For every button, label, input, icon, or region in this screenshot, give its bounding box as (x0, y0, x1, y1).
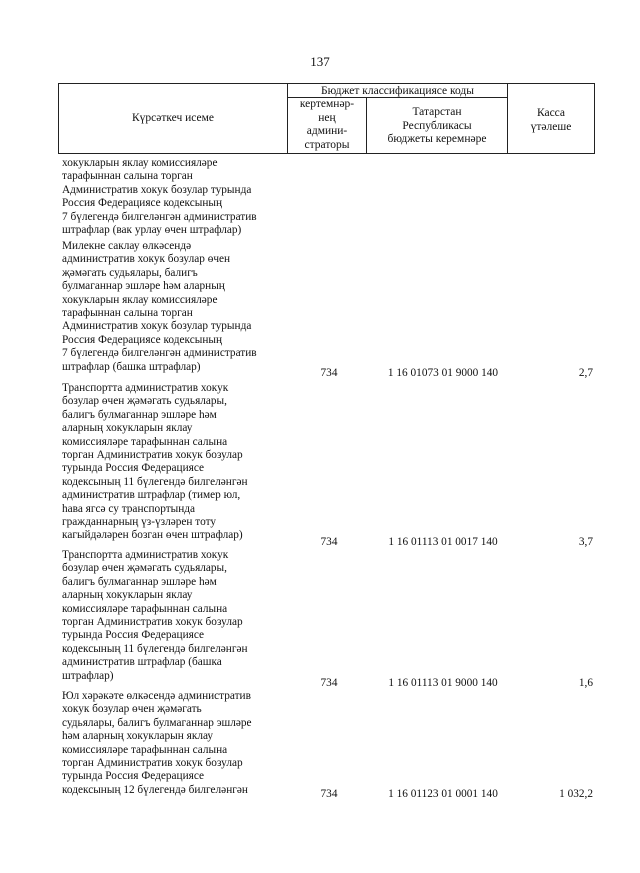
description-line: турында Россия Федерациясе (62, 770, 204, 783)
description-line: Транспортта административ хокук (62, 382, 229, 394)
header-cash-line: үтәлеше (530, 121, 572, 133)
page-number: 137 (310, 54, 330, 69)
header-revenue-column (367, 106, 507, 147)
header-right-border (594, 83, 595, 153)
description-line: кагыйдәләрен бозган өчен штрафлар) (62, 529, 243, 542)
description-line: балигъ булмаганнар эшләре һәм (62, 575, 217, 588)
description-line: турында Россия Федерациясе (62, 629, 204, 642)
header-admin-line: админи- (306, 125, 348, 137)
description-line: комиссияләре тарафыннан салына (62, 435, 228, 448)
description-line: кодексының 11 бүлегендә билгеләнгән (62, 642, 248, 655)
description-line: Россия Федерациясе кодексының (62, 333, 223, 346)
header-admin-line: страторы (304, 138, 350, 151)
table-row-description (62, 382, 278, 543)
description-line: һәм аларның хокукларын яклау (62, 730, 214, 743)
header-admin-line: кертемнәр- (299, 98, 355, 110)
description-line: Транспортта административ хокук (62, 549, 229, 561)
admin-code: 734 (320, 367, 338, 379)
description-line: бозулар өчен җәмәгать судьялары, (62, 562, 227, 575)
description-line: кодексының 11 бүлегендә билгеләнгән (62, 475, 248, 488)
description-line: тарафыннан салына торган (62, 307, 193, 320)
description-line: аларның хокукларын яклау (62, 589, 193, 602)
description-line: административ штрафлар (башка (62, 656, 222, 669)
admin-code: 734 (320, 677, 338, 689)
header-cash-column (508, 106, 594, 134)
description-line: аларның хокукларын яклау (62, 422, 193, 435)
description-line: административ штрафлар (тимер юл, (62, 489, 241, 502)
table-row-description (62, 157, 278, 237)
description-line: 7 бүлегендә билгеләнгән административ (62, 210, 257, 223)
description-line: 7 бүлегендә билгеләнгән административ (62, 347, 257, 360)
header-revenue-line: бюджеты керемнәре (387, 133, 487, 145)
description-line: Административ хокук бозулар турында (62, 183, 252, 196)
table-row-description (62, 240, 278, 374)
revenue-code: 1 16 01113 01 0017 140 (388, 536, 498, 548)
description-line: штрафлар (башка штрафлар) (62, 360, 201, 373)
revenue-code: 1 16 01073 01 9000 140 (387, 367, 499, 379)
revenue-code: 1 16 01123 01 0001 140 (388, 788, 498, 800)
description-line: булмаганнар эшләре һәм аларның (62, 280, 225, 293)
header-revenue-line: Татарстан (412, 106, 462, 118)
header-bottom-border (58, 153, 595, 154)
cash-amount: 1 032,2 (559, 788, 593, 800)
description-line: бозулар өчен җәмәгать судьялары, (62, 395, 227, 408)
header-admin-column (288, 98, 366, 152)
description-line: хокукларын яклау комиссияләре (62, 157, 218, 169)
description-line: һава ягсә су транспортында (62, 502, 196, 515)
description-line: балигъ булмаганнар эшләре һәм (62, 408, 217, 421)
description-line: тарафыннан салына торган (62, 170, 193, 183)
description-line: штрафлар (вак урлау өчен штрафлар) (62, 224, 242, 237)
description-line: Административ хокук бозулар турында (62, 320, 252, 333)
header-revenue-line: Республикасы (402, 119, 472, 132)
description-line: Юл хәрәкәте өлкәсендә административ (62, 690, 251, 702)
admin-code: 734 (320, 536, 338, 548)
table-row-description (62, 690, 278, 797)
table-row-description (62, 549, 278, 683)
cash-amount: 1,6 (578, 677, 593, 689)
description-line: гражданнарның үз-үзләрен тоту (62, 516, 217, 529)
cash-amount: 3,7 (578, 536, 593, 548)
header-budget-classification: Бюджет классификациясе коды (321, 85, 474, 97)
description-line: комиссияләре тарафыннан салына (62, 743, 228, 756)
description-line: торган Административ хокук бозулар (62, 616, 243, 629)
description-line: судьялары, балигъ булмаганнар эшләре (62, 716, 252, 729)
description-line: хокук бозулар өчен җәмәгать (62, 703, 202, 716)
header-cash-line: Касса (536, 107, 566, 119)
header-admin-line: нең (318, 111, 336, 124)
revenue-code: 1 16 01113 01 9000 140 (388, 677, 498, 689)
cash-amount: 2,7 (578, 367, 593, 379)
header-indicator-name: Күрсәткеч исеме (131, 112, 215, 124)
description-line: штрафлар) (62, 669, 114, 682)
description-line: турында Россия Федерациясе (62, 462, 204, 475)
description-line: хокукларын яклау комиссияләре (62, 293, 218, 306)
description-line: Россия Федерациясе кодексының (62, 197, 223, 210)
description-line: комиссияләре тарафыннан салына (62, 602, 228, 615)
description-line: торган Административ хокук бозулар (62, 449, 243, 462)
description-line: Милекне саклау өлкәсендә (62, 240, 192, 252)
admin-code: 734 (320, 788, 338, 800)
description-line: торган Административ хокук бозулар (62, 757, 243, 770)
description-line: җәмәгать судьялары, балигъ (62, 266, 198, 279)
description-line: административ хокук бозулар өчен (62, 253, 231, 266)
description-line: кодексының 12 бүлегендә билгеләнгән (62, 783, 248, 796)
